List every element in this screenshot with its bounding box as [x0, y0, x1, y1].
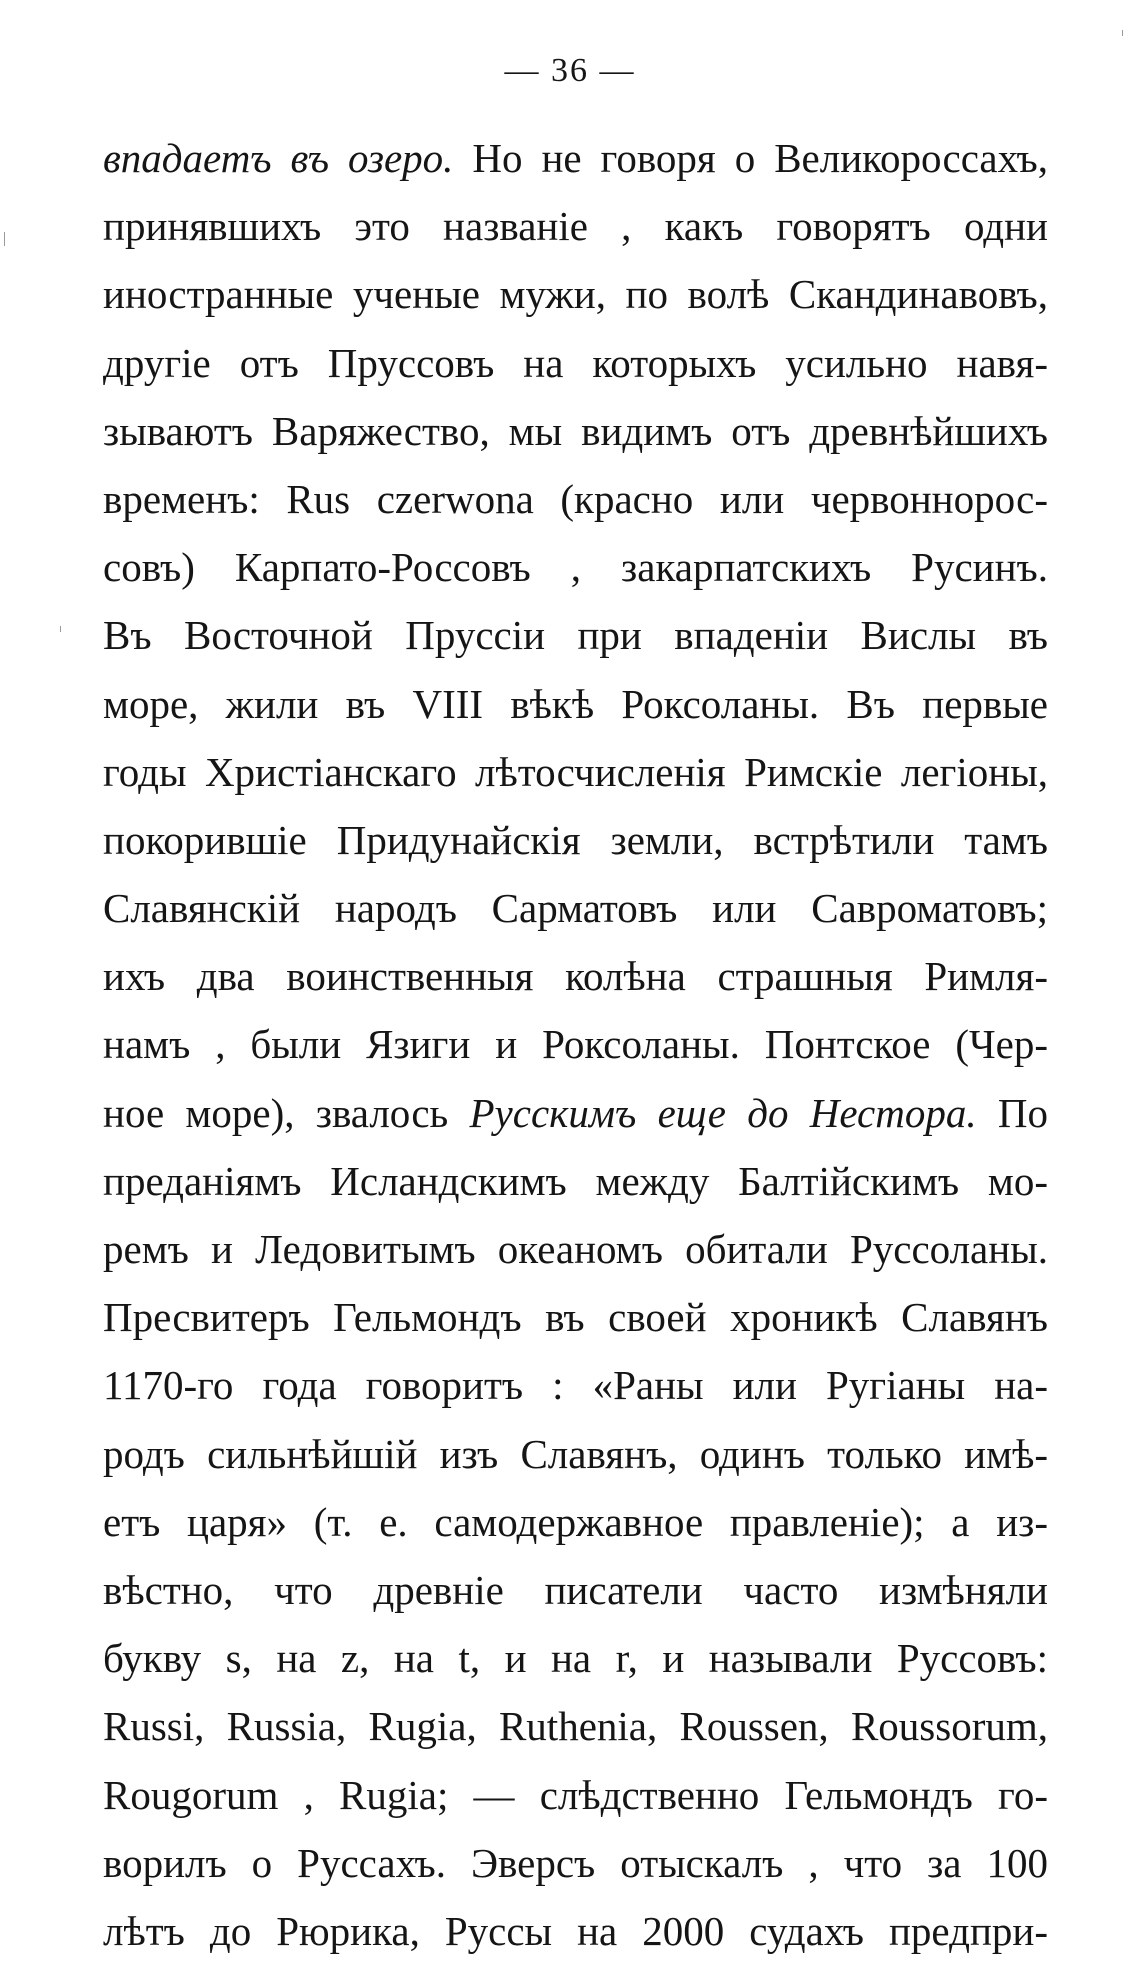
text-segment: принявшихъ это названіе , какъ говорятъ одни [103, 203, 1048, 250]
text-segment: зываютъ Варяжество, мы видимъ отъ древнѣйшихъ [103, 407, 1048, 454]
text-segment: совъ) Карпато-Россовъ , закарпатскихъ Русинъ. [103, 544, 1048, 591]
italic-text-segment: впадаетъ въ озеро. [103, 135, 454, 181]
text-line [103, 465, 1048, 533]
text-line [103, 1215, 1048, 1283]
text-segment: Пресвитеръ Гельмондъ въ своей хроникѣ Славянъ [103, 1294, 1048, 1341]
text-segment: 1170-го года говоритъ : «Раны или Ругіаны на- [103, 1362, 1048, 1409]
page-number: — 36 — [504, 52, 636, 89]
text-line [103, 601, 1048, 669]
text-segment: вѣстно, что древніе писатели часто измѣняли [103, 1566, 1048, 1613]
text-segment: ихъ два воинственныя колѣна страшныя Римля- [103, 953, 1048, 1000]
text-segment: Russi, Russia, Rugia, Ruthenia, Roussen, Roussorum, [103, 1703, 1048, 1750]
text-line [103, 1010, 1048, 1078]
text-segment: Rougorum , Rugia; — слѣдственно Гельмондъ го- [103, 1771, 1048, 1818]
text-segment: другіе отъ Пруссовъ на которыхъ усильно навя- [103, 339, 1048, 386]
body-text [103, 124, 1048, 1965]
text-line [103, 1147, 1048, 1215]
text-line [103, 942, 1048, 1010]
text-segment: По [976, 1089, 1048, 1136]
text-line [103, 874, 1048, 942]
text-segment: етъ царя» (т. е. самодержавное правленіе); а из- [103, 1498, 1048, 1545]
text-segment: букву s, на z, на t, и на r, и называли Руссовъ: [103, 1635, 1048, 1682]
text-segment: годы Христіанскаго лѣтосчисленія Римскіе легіоны, [103, 748, 1048, 795]
scan-mark [4, 232, 5, 246]
text-line [103, 1761, 1048, 1829]
text-segment: иностранные ученые мужи, по волѣ Скандинавовъ, [103, 271, 1048, 318]
text-segment: Въ Восточной Пруссіи при впаденіи Вислы въ [103, 612, 1048, 659]
text-segment: намъ , были Язиги и Роксоланы. Понтское (Чер- [103, 1021, 1048, 1068]
italic-text-segment: Русскимъ еще до Нестора. [469, 1089, 977, 1136]
text-line [103, 1420, 1048, 1488]
text-line [103, 1351, 1048, 1419]
text-line [103, 670, 1048, 738]
scan-mark [1122, 30, 1123, 36]
text-line [103, 1897, 1048, 1965]
text-segment: временъ: Rus czerwona (красно или червоннорос- [103, 475, 1048, 522]
text-line [103, 1283, 1048, 1351]
text-line [103, 124, 1048, 192]
text-line [103, 329, 1048, 397]
text-line [103, 1556, 1048, 1624]
text-line [103, 192, 1048, 260]
text-line [103, 1829, 1048, 1897]
text-line [103, 1624, 1048, 1692]
text-segment: Славянскій народъ Сарматовъ или Савроматовъ; [103, 885, 1048, 932]
text-segment: ремъ и Ледовитымъ океаномъ обитали Руссоланы. [103, 1226, 1048, 1272]
text-line [103, 1488, 1048, 1556]
text-segment: ворилъ о Руссахъ. Эверсъ отыскалъ , что за 100 [103, 1839, 1048, 1886]
text-segment: ное море), звалось [103, 1089, 470, 1136]
text-segment: родъ сильнѣйшій изъ Славянъ, одинъ только имѣ- [103, 1430, 1048, 1477]
text-segment: преданіямъ Исландскимъ между Балтійскимъ мо- [103, 1157, 1048, 1204]
text-line [103, 533, 1048, 601]
text-segment: покорившіе Придунайскія земли, встрѣтили тамъ [103, 816, 1048, 863]
text-segment: лѣтъ до Рюрика, Руссы на 2000 судахъ предпри- [103, 1907, 1048, 1954]
scan-mark [60, 626, 61, 632]
text-line [103, 1079, 1048, 1147]
text-line [103, 260, 1048, 328]
text-line [103, 397, 1048, 465]
text-line [103, 1692, 1048, 1760]
text-line [103, 738, 1048, 806]
text-segment: Но не говоря о Великороссахъ, [453, 135, 1048, 181]
text-line [103, 806, 1048, 874]
text-segment: море, жили въ VIII вѣкѣ Роксоланы. Въ первые [103, 680, 1048, 727]
